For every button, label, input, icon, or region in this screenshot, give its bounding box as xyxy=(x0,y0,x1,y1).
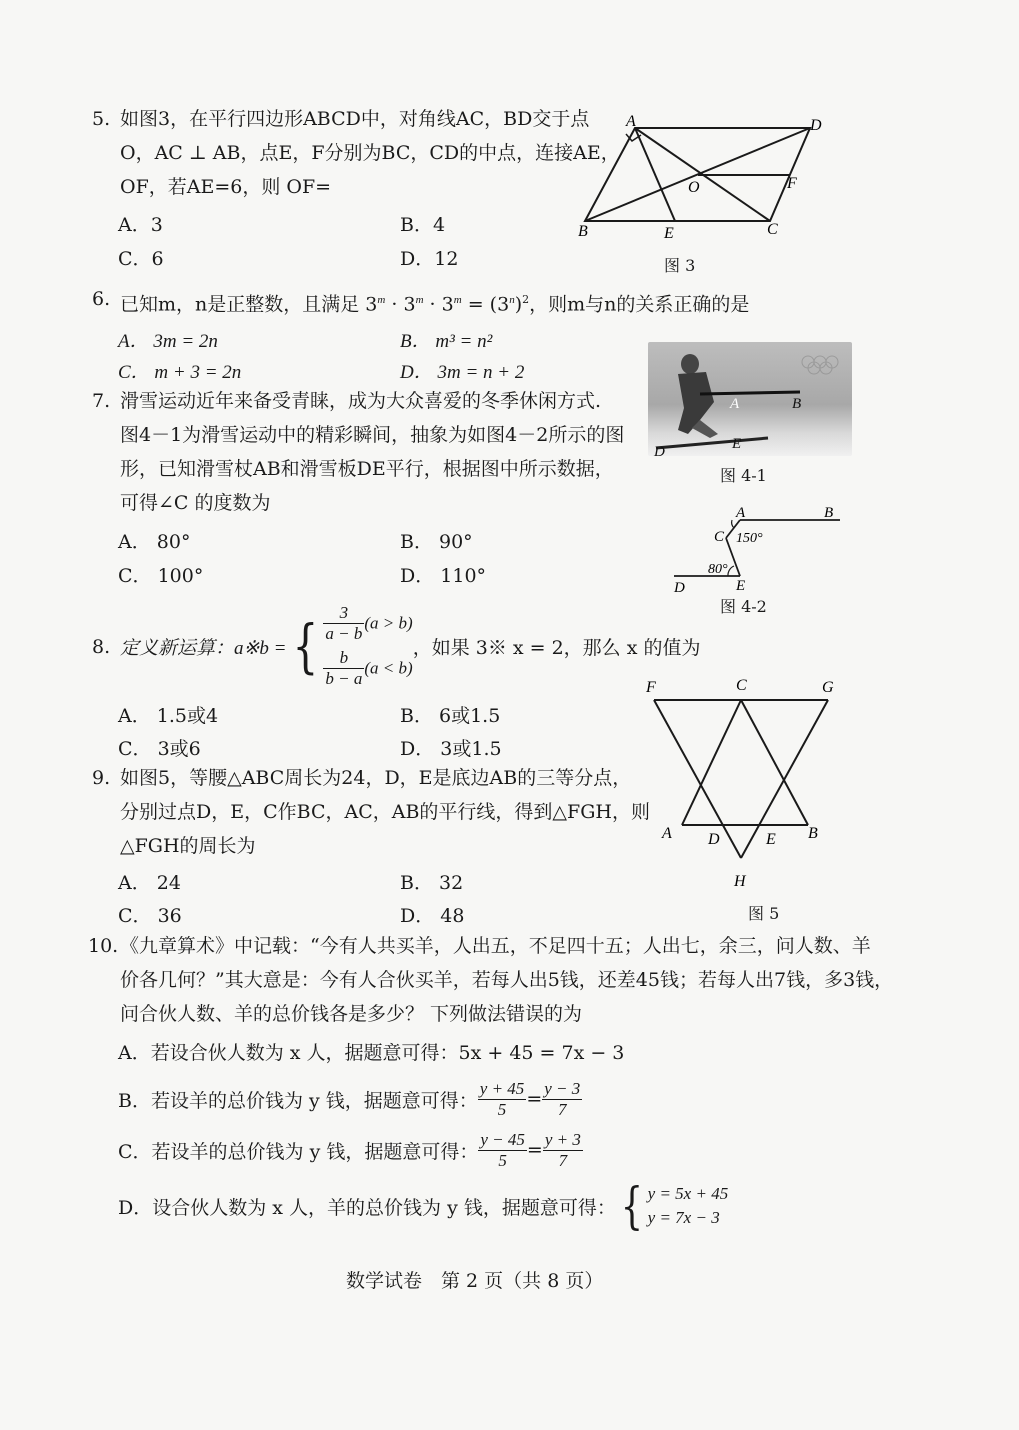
fig3-label-a: A xyxy=(626,113,636,130)
q10-option-b-frac1 xyxy=(478,1079,527,1120)
skier-head xyxy=(681,354,699,374)
q8-definition: 定义新运算：a※b = xyxy=(120,637,287,659)
q5-option-d: D．12 xyxy=(400,248,459,270)
q6-stem-part1: 已知m，n是正整数，且满足 3 xyxy=(120,293,378,316)
q6-dot1: · 3 xyxy=(385,293,416,316)
q8-option-a: A． 1.5或4 xyxy=(118,705,219,727)
q6-option-d: D． 3m = n + 2 xyxy=(400,362,525,383)
skier-illustration xyxy=(648,342,852,456)
q10-stem-line3: 问合伙人数、羊的总价钱各是多少？ 下列做法错误的为 xyxy=(120,1003,583,1025)
photo-label-b: B xyxy=(792,396,802,412)
q7-option-b: B． 90° xyxy=(400,531,473,553)
q10-c-num1: y − 45 xyxy=(480,1129,525,1149)
q10-option-d-text: D．设合伙人数为 x 人，羊的总价钱为 y 钱，据题意可得： xyxy=(118,1196,616,1219)
fig3-label-o: O xyxy=(688,179,700,196)
q10-c-den2: 7 xyxy=(558,1150,568,1170)
q6-number: 6. xyxy=(92,288,111,310)
q10-c-den1: 5 xyxy=(498,1150,507,1170)
q10-c-num2: y + 3 xyxy=(544,1129,581,1149)
q8-case1-cond: (a > b) xyxy=(364,613,413,633)
q10-b-den1: 5 xyxy=(497,1099,507,1119)
q6-exp-n: n xyxy=(509,294,515,306)
q8-case2-fraction xyxy=(323,648,364,689)
fig42-label-d: D xyxy=(674,580,685,594)
q6-option-b: B． m³ = n² xyxy=(400,331,493,352)
q10-option-b xyxy=(118,1074,582,1124)
q7-option-a: A． 80° xyxy=(118,531,191,553)
q10-option-b-frac2 xyxy=(542,1079,582,1120)
q8-case1-num: 3 xyxy=(323,603,364,624)
fig42-angle-80: 80° xyxy=(708,562,728,577)
q5-option-b: B．4 xyxy=(400,214,446,236)
q8-cases xyxy=(323,603,412,689)
q9-stem-line3: △FGH的周长为 xyxy=(120,835,256,857)
q7-option-d: D． 110° xyxy=(400,565,487,587)
q8-case2-den: b − a xyxy=(325,669,363,688)
q6-exp-m1: m xyxy=(377,294,386,306)
q10-number: 10. xyxy=(88,935,119,957)
q8-case1-fraction xyxy=(323,603,364,644)
q10-d-brace: { xyxy=(620,1177,643,1235)
q10-option-c-frac1 xyxy=(478,1130,527,1171)
q5-option-a: A．3 xyxy=(118,214,163,236)
angle-150-arc xyxy=(732,520,734,528)
q10-b-den2: 7 xyxy=(558,1099,567,1119)
fig3-label-e: E xyxy=(664,225,674,242)
ski-board-de xyxy=(656,438,768,448)
photo-label-a: A xyxy=(730,396,740,412)
q10-c-eq: = xyxy=(526,1139,543,1161)
q6-stem xyxy=(120,283,749,321)
q10-b-eq: = xyxy=(526,1088,543,1110)
q6-exp-m2: m xyxy=(415,294,424,306)
fig5-label-f: F xyxy=(646,679,656,696)
photo-label-d: D xyxy=(654,444,665,456)
q10-stem-line1: 《九章算术》中记载：“今有人共买羊，人出五，不足四十五；人出七，余三，问人数、羊 xyxy=(120,935,871,957)
figure-3-caption: 图 3 xyxy=(664,256,696,275)
fig42-label-a: A xyxy=(736,505,746,521)
q6-stem-part2: ，则m与n的关系正确的是 xyxy=(529,293,750,316)
q10-option-b-text: B．若设羊的总价钱为 y 钱，据题意可得： xyxy=(118,1089,478,1112)
q6-dot2: · 3 xyxy=(423,293,454,316)
q10-option-d xyxy=(118,1178,728,1234)
q10-d-eq2: y = 7x − 3 xyxy=(647,1208,720,1227)
fig5-label-e: E xyxy=(766,831,776,848)
fig42-label-e: E xyxy=(736,578,746,594)
q5-stem-line1: 如图3，在平行四边形ABCD中，对角线AC，BD交于点 xyxy=(120,108,590,130)
ski-pole-ab xyxy=(700,392,800,394)
q10-d-system xyxy=(648,1182,729,1230)
q8-case1-den: a − b xyxy=(325,624,363,643)
photo-label-e: E xyxy=(732,436,742,452)
q10-option-c-frac2 xyxy=(543,1130,583,1171)
q10-stem-line2: 价各几何？”其大意是：今有人合伙买羊，若每人出5钱，还差45钱；若每人出7钱，多3钱， xyxy=(120,969,894,991)
q6-option-a: A． 3m = 2n xyxy=(118,331,218,352)
q8-number: 8. xyxy=(92,636,111,658)
fig3-label-f: F xyxy=(787,175,797,192)
q8-option-b: B． 6或1.5 xyxy=(400,705,501,727)
q7-stem-line1: 滑雪运动近年来备受青睐，成为大众喜爱的冬季休闲方式. xyxy=(120,390,602,412)
fig42-label-b: B xyxy=(824,505,834,521)
fig5-label-h: H xyxy=(734,873,746,890)
q8-case2-num: b xyxy=(323,648,364,669)
q5-option-c: C．6 xyxy=(118,248,164,270)
fig5-label-d: D xyxy=(708,831,720,848)
fig3-label-d: D xyxy=(810,117,822,134)
q6-close-paren: ) xyxy=(514,293,523,316)
fig42-angle-150: 150° xyxy=(736,531,763,546)
q9-number: 9. xyxy=(92,767,111,789)
q8-case2-cond: (a < b) xyxy=(364,658,413,678)
q10-d-eq1: y = 5x + 45 xyxy=(647,1184,729,1203)
fig5-label-a: A xyxy=(662,825,672,842)
figure-5-caption: 图 5 xyxy=(748,904,780,923)
q9-option-a: A． 24 xyxy=(118,872,181,894)
angle-80-arc xyxy=(728,566,734,576)
q9-stem-line2: 分别过点D，E，C作BC，AC，AB的平行线，得到△FGH，则 xyxy=(120,801,650,823)
q7-stem-line2: 图4－1为滑雪运动中的精彩瞬间，抽象为如图4－2所示的图 xyxy=(120,424,625,446)
fig3-label-c: C xyxy=(767,221,778,238)
q6-exp-m3: m xyxy=(453,294,462,306)
figure-3-parallelogram xyxy=(570,108,840,243)
q9-stem-line1: 如图5，等腰△ABC周长为24，D，E是底边AB的三等分点， xyxy=(120,767,632,789)
q10-option-c xyxy=(118,1125,583,1175)
q6-equals: = (3 xyxy=(461,293,510,316)
q7-stem-line3: 形，已知滑雪杖AB和滑雪板DE平行，根据图中所示数据， xyxy=(120,458,614,480)
q8-option-d: D． 3或1.5 xyxy=(400,738,502,760)
fig5-label-b: B xyxy=(808,825,818,842)
q5-stem-line3: OF，若AE=6，则 OF= xyxy=(120,176,332,198)
fig5-label-g: G xyxy=(822,679,834,696)
q8-question: ，如果 3※ x = 2，那么 x 的值为 xyxy=(412,636,701,659)
q6-exp-2: 2 xyxy=(522,293,530,306)
fig5-label-c: C xyxy=(736,677,747,694)
figure-5-triangles xyxy=(640,672,850,892)
olympic-rings-icon xyxy=(802,356,838,374)
q7-number: 7. xyxy=(92,390,111,412)
q8-stem xyxy=(120,596,700,696)
figure-4-2-caption: 图 4-2 xyxy=(720,597,767,616)
q8-brace: { xyxy=(292,612,318,680)
q9-option-b: B． 32 xyxy=(400,872,464,894)
figure-4-2 xyxy=(668,502,848,594)
q9-option-c: C． 36 xyxy=(118,905,182,927)
fig42-label-c: C xyxy=(714,529,725,545)
q5-number: 5. xyxy=(92,108,111,130)
q5-stem-line2: O，AC ⊥ AB，点E，F分别为BC，CD的中点，连接AE， xyxy=(120,142,620,164)
figure-4-1-caption: 图 4-1 xyxy=(720,466,767,485)
q10-b-num1: y + 45 xyxy=(479,1078,525,1098)
q7-option-c: C． 100° xyxy=(118,565,204,587)
skier-photo xyxy=(648,342,852,456)
q10-option-c-text: C．若设羊的总价钱为 y 钱，据题意可得： xyxy=(118,1140,479,1163)
page-footer: 数学试卷 第 2 页（共 8 页） xyxy=(346,1270,604,1292)
fig3-label-b: B xyxy=(578,223,588,240)
q10-option-a: A．若设合伙人数为 x 人，据题意可得：5x + 45 = 7x − 3 xyxy=(118,1042,625,1064)
q8-option-c: C． 3或6 xyxy=(118,738,201,760)
q7-stem-line4: 可得∠C 的度数为 xyxy=(120,492,271,514)
q9-option-d: D． 48 xyxy=(400,905,465,927)
q10-b-num2: y − 3 xyxy=(544,1078,581,1098)
q6-option-c: C． m + 3 = 2n xyxy=(118,362,242,383)
line-cb xyxy=(741,700,808,825)
